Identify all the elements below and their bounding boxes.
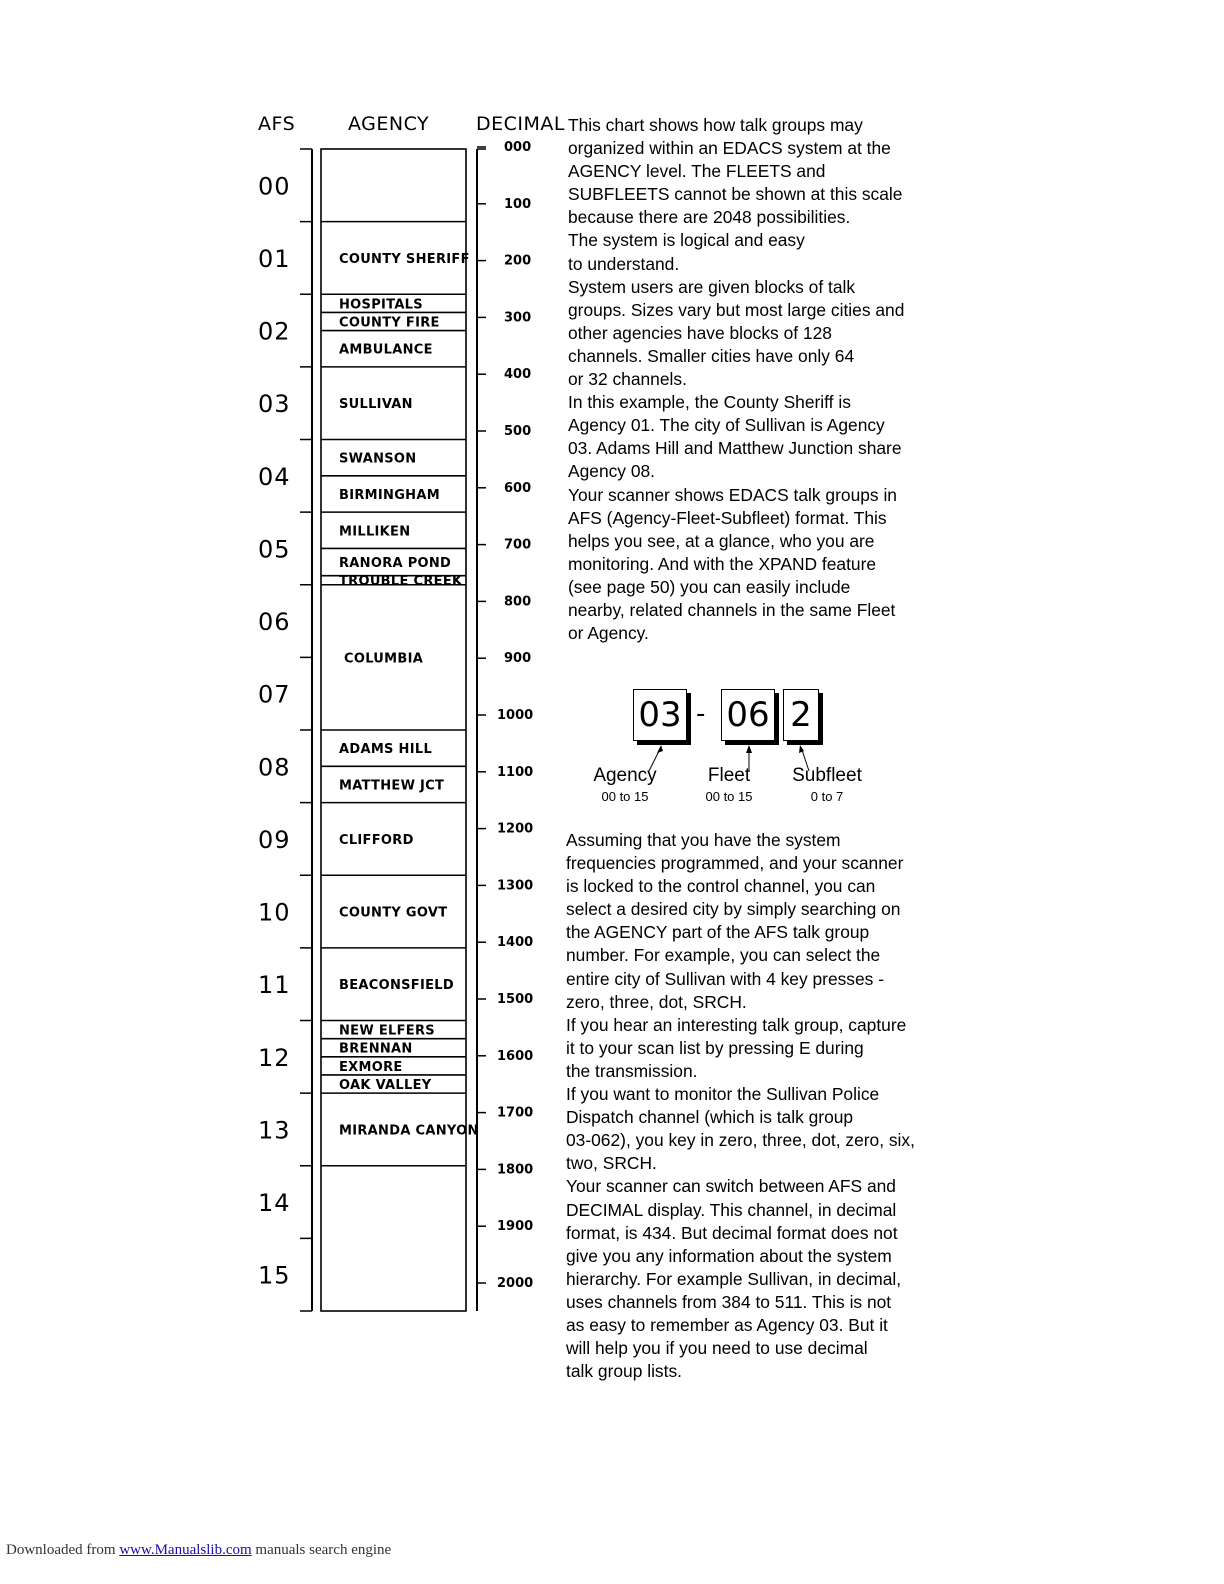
intro-paragraph <box>568 114 904 645</box>
manualslib-link[interactable]: www.Manualslib.com <box>119 1542 252 1558</box>
text-line: Your scanner can switch between AFS and <box>566 1176 896 1197</box>
agency-label: Agency <box>593 765 657 786</box>
agency-label: SULLIVAN <box>339 397 413 413</box>
agency-label: TROUBLE CREEK <box>339 574 463 590</box>
fleet-range: 00 to 15 <box>705 789 753 804</box>
agency-label: NEW ELFERS <box>339 1023 435 1039</box>
agency-label: OAK VALLEY <box>339 1078 432 1094</box>
fleet-digits-box: 06 <box>721 689 775 741</box>
text-line: nearby, related channels in the same Fleet <box>568 599 896 620</box>
decimal-tick-label: 1200 <box>497 821 534 837</box>
decimal-tick-label: 1700 <box>497 1105 534 1121</box>
text-line: If you want to monitor the Sullivan Police <box>566 1084 880 1105</box>
text-line: Agency 01. The city of Sullivan is Agency <box>568 415 885 436</box>
text-line: groups. Sizes vary but most large cities and <box>568 299 905 320</box>
text-line: The system is logical and easy <box>568 230 805 251</box>
text-line: because there are 2048 possibilities. <box>568 207 851 228</box>
decimal-tick-label: 500 <box>504 424 532 439</box>
decimal-tick-label: 2000 <box>497 1276 534 1291</box>
text-line: other agencies have blocks of 128 <box>568 322 832 343</box>
agency-range: 00 to 15 <box>601 789 649 804</box>
decimal-tick-label: 1000 <box>497 708 534 723</box>
text-line: or Agency. <box>568 623 649 644</box>
footer-prefix: Downloaded from <box>6 1542 116 1558</box>
agency-label: COUNTY GOVT <box>339 905 448 921</box>
afs-label: 04 <box>258 462 291 491</box>
agency-digits-box: 03 <box>633 689 687 741</box>
agency-label: MIRANDA CANYON <box>339 1123 479 1139</box>
text-line: (see page 50) you can easily include <box>568 576 851 597</box>
agency-label: BEACONSFIELD <box>339 978 454 994</box>
decimal-tick-label: 900 <box>504 651 532 667</box>
decimal-tick-label: 1100 <box>497 764 534 780</box>
decimal-tick-label: 600 <box>504 480 532 496</box>
decimal-tick-label: 200 <box>504 253 532 269</box>
afs-label: 12 <box>258 1043 291 1072</box>
agency-label: MATTHEW JCT <box>339 778 445 794</box>
footer <box>6 1542 391 1559</box>
agency-label: MILLIKEN <box>339 524 411 540</box>
decimal-tick-label: 100 <box>504 196 532 212</box>
text-line: entire city of Sullivan with 4 key presses - <box>566 968 884 989</box>
agency-label: COLUMBIA <box>344 651 424 667</box>
agency-label: RANORA POND <box>339 556 452 572</box>
text-line: the transmission. <box>566 1060 698 1081</box>
text-line: talk group lists. <box>566 1361 682 1382</box>
text-line: it to your scan list by pressing E during <box>566 1037 864 1058</box>
agency-label: COUNTY SHERIFF <box>339 251 470 267</box>
afs-label: 10 <box>258 898 291 927</box>
text-line: Dispatch channel (which is talk group <box>566 1107 854 1128</box>
decimal-tick-label: 300 <box>504 310 532 326</box>
text-line: This chart shows how talk groups may <box>568 115 863 135</box>
text-line: 03. Adams Hill and Matthew Junction share <box>568 438 902 459</box>
subfleet-label: Subfleet <box>792 765 862 786</box>
text-line: DECIMAL display. This channel, in decimal <box>566 1199 897 1220</box>
agency-label: CLIFFORD <box>339 832 414 848</box>
subfleet-range: 0 to 7 <box>810 789 844 804</box>
afs-header: AFS <box>258 113 296 135</box>
text-line: Assuming that you have the system <box>566 830 841 850</box>
afs-label: 09 <box>258 825 291 854</box>
text-line: number. For example, you can select the <box>566 945 881 966</box>
text-line: Agency 08. <box>568 461 656 482</box>
afs-label: 00 <box>258 172 291 201</box>
text-line: hierarchy. For example Sullivan, in decimal, <box>566 1268 902 1289</box>
decimal-tick-label: 1300 <box>497 878 534 894</box>
agency-label: BIRMINGHAM <box>339 487 440 503</box>
afs-label: 15 <box>258 1261 291 1290</box>
text-line: format, is 434. But decimal format does not <box>566 1222 898 1243</box>
text-line: helps you see, at a glance, who you are <box>568 530 875 551</box>
text-line: AGENCY level. The FLEETS and <box>568 161 826 182</box>
afs-separator: - <box>696 699 706 729</box>
subfleet-digit-box: 2 <box>783 689 819 741</box>
text-line: zero, three, dot, SRCH. <box>566 991 747 1012</box>
text-line: organized within an EDACS system at the <box>568 138 891 159</box>
agency-label: ADAMS HILL <box>339 742 433 758</box>
afs-label: 03 <box>258 390 291 419</box>
agency-label: HOSPITALS <box>339 297 423 313</box>
text-line: 03-062), you key in zero, three, dot, zero, six, <box>566 1130 915 1151</box>
afs-label: 08 <box>258 753 291 782</box>
footer-suffix: manuals search engine <box>255 1542 392 1558</box>
text-line: channels. Smaller cities have only 64 <box>568 345 855 366</box>
text-line: select a desired city by simply searching on <box>566 899 901 920</box>
afs-label: 14 <box>258 1189 291 1218</box>
text-line: is locked to the control channel, you can <box>566 876 876 897</box>
text-line: the AGENCY part of the AFS talk group <box>566 922 870 943</box>
decimal-tick-label: 000 <box>504 140 532 155</box>
decimal-tick-label: 1800 <box>497 1162 534 1178</box>
decimal-tick-label: 400 <box>504 367 532 383</box>
agency-header: AGENCY <box>348 113 430 135</box>
fleet-label: Fleet <box>707 765 751 786</box>
agency-label: COUNTY FIRE <box>339 315 440 331</box>
text-line: SUBFLEETS cannot be shown at this scale <box>568 184 903 205</box>
afs-label: 07 <box>258 680 291 709</box>
decimal-header: DECIMAL <box>476 113 565 135</box>
text-line: will help you if you need to use decimal <box>566 1338 868 1359</box>
afs-label: 11 <box>258 971 291 1000</box>
text-line: as easy to remember as Agency 03. But it <box>566 1314 888 1335</box>
text-line: uses channels from 384 to 511. This is not <box>566 1291 892 1312</box>
text-line: AFS (Agency-Fleet-Subfleet) format. This <box>568 507 887 528</box>
decimal-tick-label: 1600 <box>497 1048 534 1064</box>
usage-paragraph <box>566 829 915 1383</box>
text-line: frequencies programmed, and your scanner <box>566 853 904 874</box>
agency-label: SWANSON <box>339 451 417 467</box>
text-line: to understand. <box>568 253 680 274</box>
afs-label: 06 <box>258 608 291 637</box>
afs-format-example <box>585 685 875 810</box>
decimal-tick-label: 1500 <box>497 992 534 1007</box>
decimal-tick-label: 700 <box>504 537 532 553</box>
decimal-tick-label: 800 <box>504 594 532 610</box>
text-line: If you hear an interesting talk group, capture <box>566 1014 907 1035</box>
agency-label: EXMORE <box>339 1059 403 1075</box>
text-line: monitoring. And with the XPAND feature <box>568 553 877 574</box>
text-line: or 32 channels. <box>568 369 687 390</box>
example-arrows <box>585 685 875 775</box>
text-line: give you any information about the system <box>566 1245 892 1266</box>
text-line: System users are given blocks of talk <box>568 276 856 297</box>
afs-label: 02 <box>258 317 291 346</box>
text-line: Your scanner shows EDACS talk groups in <box>568 484 897 505</box>
agency-label: AMBULANCE <box>339 342 433 358</box>
afs-label: 13 <box>258 1116 291 1145</box>
afs-label: 01 <box>258 244 291 273</box>
agency-label: BRENNAN <box>339 1041 413 1057</box>
text-line: In this example, the County Sheriff is <box>568 392 851 413</box>
afs-label: 05 <box>258 535 291 564</box>
text-line: two, SRCH. <box>566 1153 657 1174</box>
decimal-tick-label: 1400 <box>497 935 534 951</box>
decimal-tick-label: 1900 <box>497 1219 534 1235</box>
